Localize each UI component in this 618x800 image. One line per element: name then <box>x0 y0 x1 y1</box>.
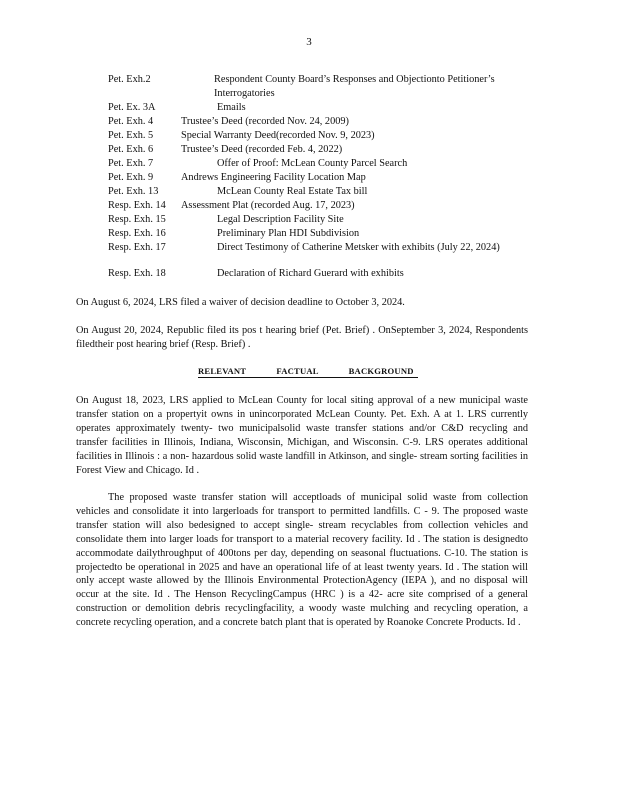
exhibit-description: Preliminary Plan HDI Subdivision <box>217 228 360 239</box>
exhibit-label: Pet. Exh. 5 <box>108 130 154 141</box>
exhibit-description: Offer of Proof: McLean County Parcel Search <box>217 158 408 169</box>
exhibit-description: Emails <box>217 102 246 113</box>
waiver-paragraph: On August 6, 2024, LRS filed a waiver of decision deadline to October 3, 2024. <box>76 297 405 308</box>
exhibit-label: Resp. Exh. 15 <box>108 214 166 225</box>
exhibit-label: Pet. Exh. 6 <box>108 144 154 155</box>
exhibit-description: Special Warranty Deed(recorded Nov. 9, 2023) <box>181 130 375 141</box>
exhibit-description: Trustee’s Deed (recorded Nov. 24, 2009) <box>181 116 349 127</box>
briefs-paragraph: On August 20, 2024, Republic filed its pos t hearing brief (Pet. Brief) . OnSeptember 3, 2024, Respondents filedtheir post hearing brief (Resp. Brief) . <box>76 325 528 350</box>
section-heading: RELEVANT FACTUAL BACKGROUND <box>198 366 418 378</box>
exhibit-label: Pet. Exh. 7 <box>108 158 154 169</box>
exhibit-label: Pet. Exh.2 <box>108 74 151 85</box>
exhibit-description: Legal Description Facility Site <box>217 214 344 225</box>
exhibit-description: Declaration of Richard Guerard with exhibits <box>217 268 404 279</box>
exhibit-description: Trustee’s Deed (recorded Feb. 4, 2022) <box>181 144 343 155</box>
exhibit-description: Direct Testimony of Catherine Metsker with exhibits (July 22, 2024) <box>217 242 500 253</box>
exhibit-label: Pet. Exh. 9 <box>108 172 154 183</box>
exhibit-description: Assessment Plat (recorded Aug. 17, 2023) <box>181 200 355 211</box>
background-paragraph-2: The proposed waste transfer station will acceptloads of municipal solid waste from collection vehicles and consolidate it into largerloads for transport to permitted landfills. C - 9. The proposed waste transfer station will also bedesigned to accept single- stream recyclables from collection vehicles and consolidate them into larger loads for transport to a material recovery facility. Id . The station is designedto accommodate dailythroughput of 400tons per day, depending on seasonal fluctuations. C-10. The station is projectedto be operational in 2025 and have an operational life of at least twenty years. Id . The station will only accept waste allowed by the Illinois Environmental ProtectionAgency (IEPA ), and no disposal will occur at the site. Id . The Henson RecyclingCampus (HRC ) is a 42- acre site comprised of a general construction or demolition debris recyclingfacility, a woody waste mulching and recycling operation, a concrete recycling operation, and a concrete batch plant that is operated by Roanoke Concrete Products. Id . <box>76 492 528 629</box>
exhibit-label: Resp. Exh. 17 <box>108 242 166 253</box>
exhibit-label: Resp. Exh. 16 <box>108 228 166 239</box>
exhibit-label: Resp. Exh. 18 <box>108 268 166 279</box>
page-number: 3 <box>306 36 312 48</box>
exhibit-description: Andrews Engineering Facility Location Map <box>181 172 366 183</box>
exhibit-label: Pet. Ex. 3A <box>108 102 156 113</box>
exhibit-label: Resp. Exh. 14 <box>108 200 166 211</box>
exhibit-description: McLean County Real Estate Tax bill <box>217 186 368 197</box>
exhibit-label: Pet. Exh. 4 <box>108 116 154 127</box>
exhibit-description: Respondent County Board’s Responses and Objectionto Petitioner’s Interrogatories <box>214 74 495 99</box>
background-paragraph-1: On August 18, 2023, LRS applied to McLean County for local siting approval of a new municipal waste transfer station on a propertyit owns in unincorporated McLean County. Pet. Exh. A at 1. LRS currently operates approximately twenty- two municipalsolid waste transfer stations and/or C&D recycling and transfer facilities in Illinois, Indiana, Wisconsin, Michigan, and Wisconsin. C-9. LRS operates additional facilities in Illinois : a non- hazardous solid waste landfill in Atkinson, and single- stream sorting facilities in Forest View and Chicago. Id . <box>76 395 528 476</box>
exhibit-label: Pet. Exh. 13 <box>108 186 159 197</box>
